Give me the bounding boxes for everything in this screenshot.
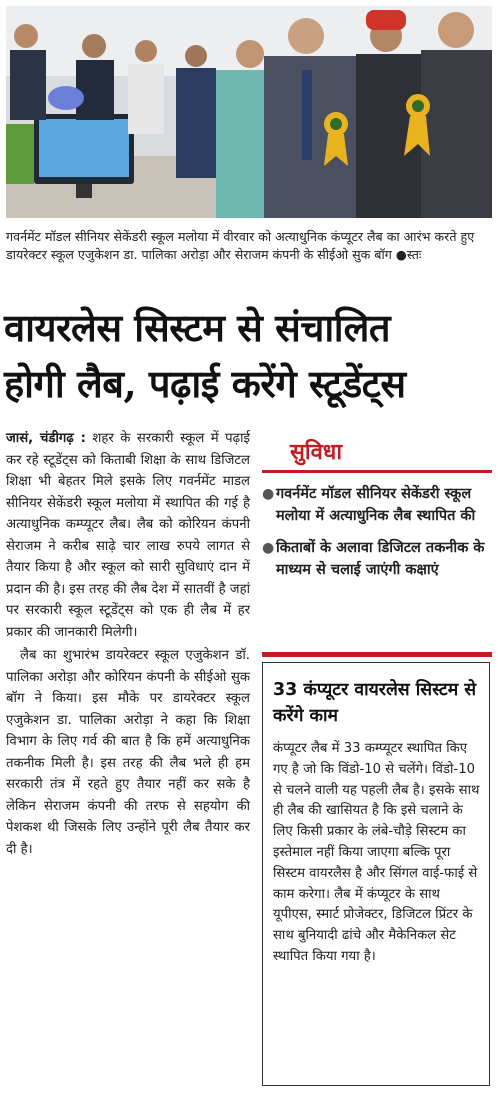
sidebar-bullet-text: गवर्नमेंट मॉडल सीनियर सेकेंडरी स्कूल मलोया में अत्याधुनिक लैब स्थापित की bbox=[276, 486, 476, 524]
sidebar-title: सुविधा bbox=[290, 439, 343, 465]
sidebar-bullet-text: किताबों के अलावा डिजिटल तकनीक के माध्यम से चलाई जाएंगी कक्षाएं bbox=[276, 540, 485, 578]
dateline: जासं, चंडीगढ़ : bbox=[6, 431, 86, 446]
bullet-dot-icon: ● bbox=[262, 486, 275, 502]
headline bbox=[4, 300, 494, 412]
bullet-dot-icon: ● bbox=[262, 540, 275, 556]
infobox-heading: 33 कंप्यूटर वायरलेस सिस्टम से करेंगे काम bbox=[273, 680, 477, 726]
article-paragraph-2: लैब का शुभारंभ डायरेक्टर स्कूल एजुकेशन डॉ. पालिका अरोड़ा और कोरियन कंपनी के सीईओ सुक बॉग ने किया। इस मौके पर डायरेक्टर स्कूल एजुकेशन डा. पालिका अरोड़ा ने कहा कि शिक्षा विभाग के लिए गर्व की बात है कि हमें अत्याधुनिक तकनीक मिली है। इस तरह की लैब भले ही हम सरकारी तंत्र में रहते हुए तैयार नहीं कर सके है लेकिन सेराजम कंपनी की तरफ से सहयोग की पेशकश थी जिसके लिए उन्होंने पूरी लैब तैयार कर दी है। bbox=[6, 648, 250, 857]
article-paragraph-1-text: शहर के सरकारी स्कूल में पढ़ाई कर रहे स्टूडेंट्स को किताबी शिक्षा के साथ डिजिटल शिक्षा भी बेहतर मिले इसके लिए गवर्नमेंट माडल सीनियर सेकेंडरी स्कूल मलोया में स्थापित की गई है अत्याधुनिक कम्प्यूटर लैब। लैब को कोरियन कंपनी सेराजम ने करीब साढ़े चार लाख रुपये लागत से तैयार किया है और स्कूल को सारी सुविधाएं दान में प्रदान की है। इस तरह की लैब देश में सातवीं है जहां पर सरकारी स्कूल स्टूडेंट्स को एक ही लैब में हर प्रकार की जानकारी मिलेगी। bbox=[6, 431, 250, 640]
headline-line-2: होगी लैब, पढ़ाई करेंगे स्टूडेंट्स bbox=[4, 361, 406, 406]
news-photo bbox=[6, 6, 492, 218]
sidebar-bullet bbox=[262, 537, 492, 581]
lab-inauguration-photo-icon bbox=[6, 6, 492, 218]
article-paragraph-1 bbox=[6, 428, 250, 643]
infobox-top-rule bbox=[262, 652, 492, 657]
sidebar-divider bbox=[262, 470, 492, 473]
headline-line-1: वायरलेस सिस्टम से संचालित bbox=[4, 305, 390, 350]
photo-caption: गवर्नमेंट मॉडल सीनियर सेकेंडरी स्कूल मलोया में वीरवार को अत्याधुनिक कंप्यूटर लैब का आरंभ करते हुए डायरेक्टर स्कूल एजुकेशन डा. पालिका अरोड़ा और सेराजम कंपनी के सीईओ सुक बॉग ●स्तः bbox=[6, 229, 475, 262]
infobox-body: कंप्यूटर लैब में 33 कम्प्यूटर स्थापित किए गए है जो कि विंडो-10 से चलेंगे। विंडो-10 से चलने वाली यह पहली लैब है। इसके साथ ही लैब की खासियत है कि इसे चलाने के लिए किसी प्रकार के लंबे-चौड़े सिस्टम का इस्तेमाल नहीं किया जाएगा बल्कि पूरा सिस्टम वायरलैस है और सिंगल वाई-फाई से काम करेगा। लैब में कंप्यूटर के साथ यूपीएस, स्मार्ट प्रोजेक्टर, डिजिटल प्रिंटर के साथ बुनियादी ढांचे और मैकेनिकल सेट स्थापित किया गया है। bbox=[273, 741, 480, 964]
info-box bbox=[262, 662, 490, 1086]
sidebar-bullet bbox=[262, 483, 492, 527]
article-body bbox=[6, 428, 250, 862]
highlights-sidebar bbox=[262, 436, 492, 591]
